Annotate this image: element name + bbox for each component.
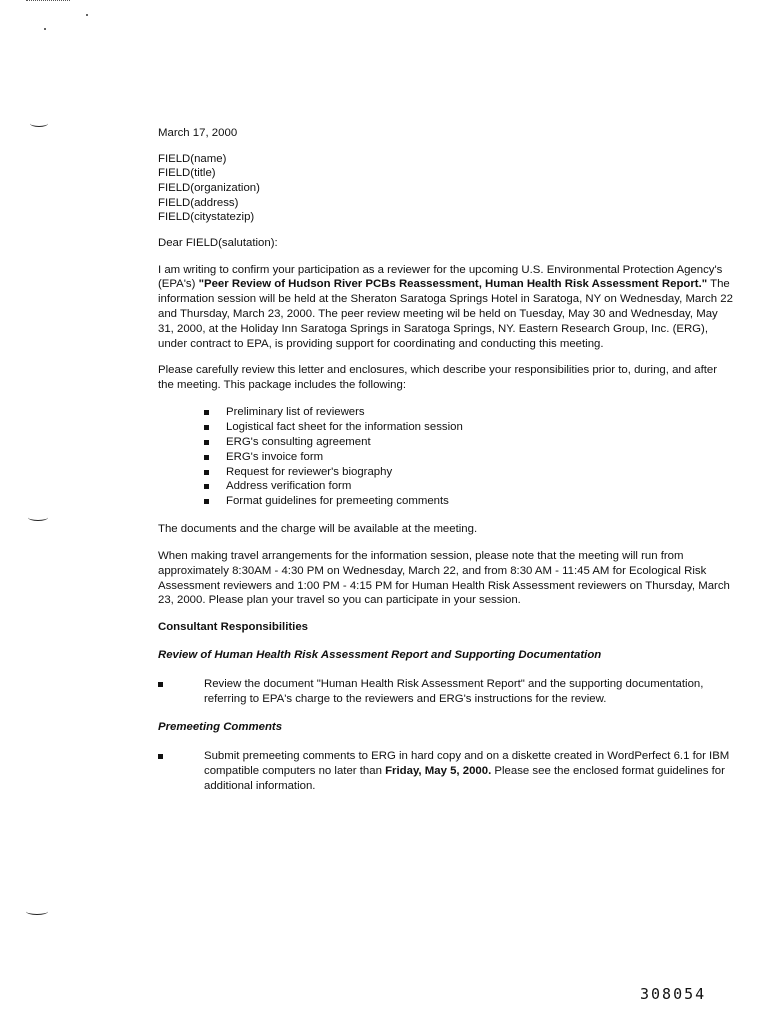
section-heading: Consultant Responsibilities bbox=[158, 621, 308, 634]
review-bullet-item bbox=[158, 677, 736, 707]
enclosure-item bbox=[204, 494, 736, 509]
field-address: FIELD(address) bbox=[158, 196, 239, 209]
intro-text-2: The information session will be held at the Sheraton Saratoga Springs Hotel in Saratoga, NY on Wednesday, March 22 and Thursday, March 23, 2000. The peer review meeting wil be held on Tuesday, May 30 and Wednesday, May 31, 2000, at the Holiday Inn Saratoga Springs in Saratoga Springs, NY. Eastern Research Group, Inc. (ERG), under contract to EPA, is providing support for coordinating and conducting this meeting. bbox=[158, 278, 733, 350]
premeeting-bullet-item bbox=[158, 749, 736, 793]
bullet-square-icon bbox=[204, 484, 209, 489]
package-intro-paragraph: Please carefully review this letter and enclosures, which describe your responsibilities prior to, during, and after the meeting. This package includes the following: bbox=[158, 364, 718, 392]
enclosure-item bbox=[204, 435, 736, 450]
enclosure-label: ERG's consulting agreement bbox=[226, 435, 371, 448]
deadline-date: Friday, May 5, 2000. bbox=[385, 765, 492, 778]
hole-punch-mark bbox=[28, 514, 48, 521]
scan-artifact-top bbox=[26, 0, 70, 5]
field-citystatezip: FIELD(citystatezip) bbox=[158, 211, 255, 224]
enclosure-label: Address verification form bbox=[226, 480, 352, 493]
field-title: FIELD(title) bbox=[158, 167, 216, 180]
bullet-square-icon bbox=[204, 440, 209, 445]
enclosure-item bbox=[204, 450, 736, 465]
premeeting-text-1: Submit premeeting comments to ERG in hard copy and on a diskette created in WordPerfect 6.1 for IBM compatible computers no later than bbox=[204, 750, 730, 778]
hole-punch-mark bbox=[26, 908, 48, 915]
field-organization: FIELD(organization) bbox=[158, 181, 260, 194]
bullet-square-icon bbox=[204, 410, 209, 415]
premeeting-heading: Premeeting Comments bbox=[158, 721, 283, 734]
letter-body bbox=[158, 126, 736, 808]
intro-text-1: I am writing to confirm your participation as a reviewer for the upcoming U.S. Environmental Protection Agency's (EPA's) bbox=[158, 263, 723, 291]
page-number: 308054 bbox=[640, 985, 707, 1003]
enclosure-item bbox=[204, 465, 736, 480]
enclosure-label: ERG's invoice form bbox=[226, 450, 324, 463]
peer-review-title: "Peer Review of Hudson River PCBs Reassessment, Human Health Risk Assessment Report." bbox=[198, 278, 708, 291]
intro-paragraph bbox=[158, 263, 736, 352]
premeeting-text-2: Please see the enclosed format guidelines for additional information. bbox=[204, 765, 725, 792]
enclosure-item bbox=[204, 479, 736, 494]
bullet-square-icon bbox=[204, 425, 209, 430]
salutation: Dear FIELD(salutation): bbox=[158, 236, 278, 249]
enclosure-item bbox=[204, 405, 736, 420]
enclosure-label: Format guidelines for premeeting comments bbox=[226, 495, 449, 508]
review-bullet-text: Review the document "Human Health Risk Assessment Report" and the supporting documentation, referring to EPA's charge to the reviewers and ERG's instructions for the review. bbox=[204, 677, 704, 705]
travel-note-paragraph: When making travel arrangements for the information session, please note that the meeting will run from approximately 8:30AM - 4:30 PM on Wednesday, March 22, and from 8:30 AM - 11:45 AM for Ecological Risk Assessment reviewers and 1:00 PM - 4:15 PM for Human Health Risk Assessment reviewers on Thursday, March 23, 2000. Please plan your travel so you can participate in your session. bbox=[158, 550, 730, 607]
letter-date: March 17, 2000 bbox=[158, 127, 238, 139]
enclosure-label: Preliminary list of reviewers bbox=[226, 405, 365, 418]
bullet-square-icon bbox=[204, 470, 209, 475]
recipient-address-block bbox=[158, 152, 736, 225]
scan-speck bbox=[44, 28, 46, 30]
enclosure-item bbox=[204, 420, 736, 435]
enclosure-label: Request for reviewer's biography bbox=[226, 465, 393, 478]
scan-speck bbox=[86, 14, 88, 16]
bullet-square-icon bbox=[204, 499, 209, 504]
enclosure-label: Logistical fact sheet for the information session bbox=[226, 420, 463, 433]
hole-punch-mark bbox=[30, 120, 48, 127]
enclosure-list bbox=[158, 405, 736, 509]
documents-note: The documents and the charge will be available at the meeting. bbox=[158, 523, 478, 536]
field-name: FIELD(name) bbox=[158, 152, 227, 165]
bullet-square-icon bbox=[204, 455, 209, 460]
bullet-square-icon bbox=[158, 682, 163, 687]
bullet-square-icon bbox=[158, 754, 163, 759]
review-heading: Review of Human Health Risk Assessment Report and Supporting Documentation bbox=[158, 649, 602, 662]
